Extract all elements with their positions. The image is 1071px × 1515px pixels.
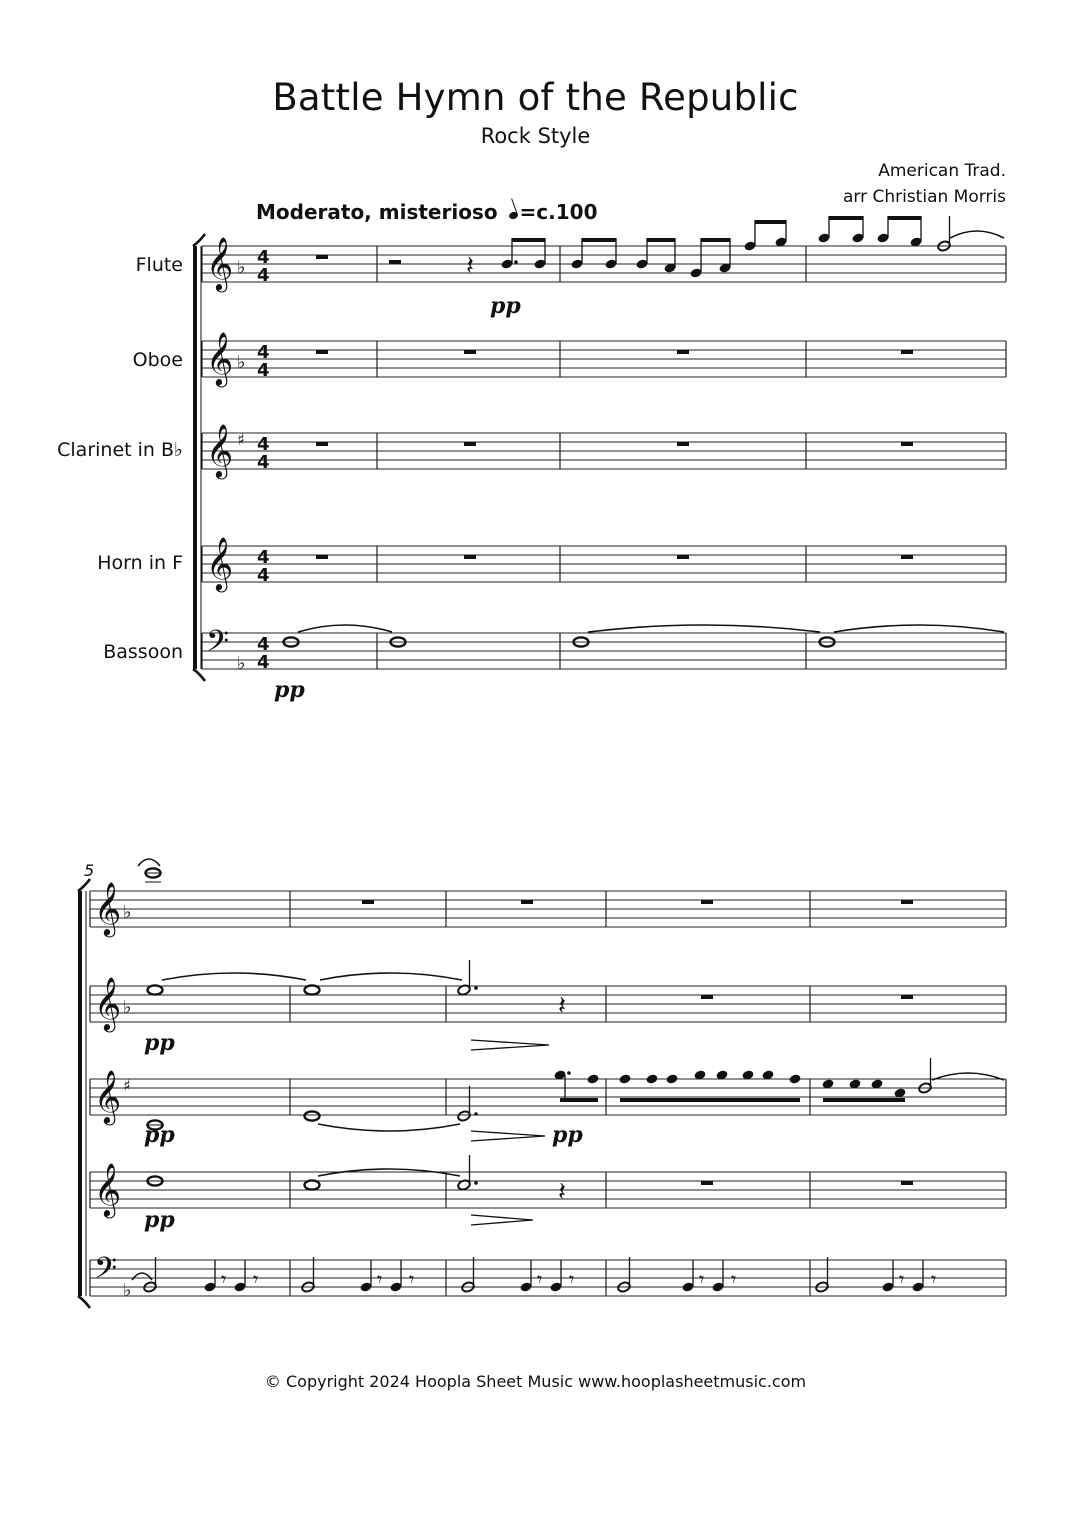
whole-rest-icon bbox=[677, 442, 689, 446]
whole-rest-icon bbox=[464, 442, 476, 446]
flat-icon: ♭ bbox=[237, 257, 246, 278]
whole-note bbox=[305, 1111, 320, 1120]
augmentation-dot bbox=[474, 1181, 478, 1185]
dynamic-pp: pp bbox=[144, 1122, 175, 1148]
eighth-rest-icon: 𝄾 bbox=[537, 1267, 543, 1291]
arranger-credit: arr Christian Morris bbox=[842, 187, 1006, 207]
decrescendo-hairpin bbox=[471, 1215, 533, 1225]
tie bbox=[320, 973, 462, 980]
dynamic-pp: pp bbox=[552, 1122, 583, 1148]
note-head bbox=[618, 1073, 631, 1084]
augmentation-dot bbox=[514, 260, 518, 264]
time-signature-top: 4 bbox=[257, 547, 270, 568]
whole-rest-icon bbox=[464, 350, 476, 354]
whole-rest-icon bbox=[701, 900, 713, 904]
note-head bbox=[665, 1073, 678, 1084]
eighth-rest-icon: 𝄾 bbox=[931, 1267, 937, 1291]
flat-icon: ♭ bbox=[237, 653, 246, 674]
treble-clef-icon: 𝄞 bbox=[206, 236, 234, 290]
whole-rest-icon bbox=[521, 900, 533, 904]
flat-icon: ♭ bbox=[237, 352, 246, 373]
measure-number: 5 bbox=[84, 861, 95, 880]
score-subtitle: Rock Style bbox=[480, 124, 591, 148]
tie bbox=[132, 1273, 152, 1280]
tie bbox=[318, 1124, 460, 1131]
tempo-text: Moderato, misterioso bbox=[256, 200, 498, 224]
eighth-rest-icon: 𝄾 bbox=[569, 1267, 575, 1291]
quarter-rest-icon: 𝄽 bbox=[558, 1177, 566, 1207]
instrument-label-oboe: Oboe bbox=[132, 349, 183, 371]
bracket-top bbox=[193, 234, 205, 246]
eighth-rest-icon: 𝄾 bbox=[731, 1267, 737, 1291]
bass-clef-icon: 𝄢 bbox=[206, 625, 230, 666]
score-title: Battle Hymn of the Republic bbox=[272, 76, 799, 119]
whole-rest-icon bbox=[464, 555, 476, 559]
tempo-value: =c.100 bbox=[519, 200, 598, 224]
whole-rest-icon bbox=[677, 555, 689, 559]
treble-clef-icon: 𝄞 bbox=[206, 423, 234, 477]
time-signature-top: 4 bbox=[257, 247, 270, 268]
time-signature-top: 4 bbox=[257, 342, 270, 363]
eighth-rest-icon: 𝄾 bbox=[899, 1267, 905, 1291]
quarter-rest-icon: 𝄽 bbox=[558, 991, 566, 1021]
treble-clef-icon: 𝄞 bbox=[94, 976, 122, 1030]
system-bracket bbox=[78, 891, 82, 1296]
instrument-label-flute: Flute bbox=[135, 254, 183, 276]
whole-rest-icon bbox=[316, 255, 328, 259]
composer-credit: American Trad. bbox=[878, 161, 1006, 181]
whole-rest-icon bbox=[316, 350, 328, 354]
flat-icon: ♭ bbox=[123, 902, 132, 923]
system-bracket bbox=[193, 246, 197, 669]
note-head bbox=[788, 1073, 801, 1084]
copyright-footer: © Copyright 2024 Hoopla Sheet Music www.hooplasheetmusic.com bbox=[264, 1372, 807, 1391]
dynamic-pp: pp bbox=[490, 293, 521, 319]
tie bbox=[162, 973, 306, 980]
tie bbox=[950, 231, 1004, 238]
sharp-icon: ♯ bbox=[237, 430, 245, 449]
bracket-bottom bbox=[193, 669, 205, 681]
time-signature-bottom: 4 bbox=[257, 360, 270, 381]
whole-rest-icon bbox=[901, 1181, 913, 1185]
bracket-top bbox=[78, 879, 90, 891]
bracket-bottom bbox=[78, 1296, 90, 1308]
treble-clef-icon: 𝄞 bbox=[206, 331, 234, 385]
whole-rest-icon bbox=[316, 442, 328, 446]
time-signature-top: 4 bbox=[257, 434, 270, 455]
whole-rest-icon bbox=[901, 995, 913, 999]
decrescendo-hairpin bbox=[471, 1131, 545, 1141]
whole-note bbox=[305, 1180, 320, 1189]
dynamic-pp: pp bbox=[144, 1030, 175, 1056]
eighth-rest-icon: 𝄾 bbox=[699, 1267, 705, 1291]
tie bbox=[298, 625, 392, 632]
tie bbox=[834, 625, 1004, 632]
whole-rest-icon bbox=[362, 900, 374, 904]
tie bbox=[138, 859, 160, 866]
eighth-rest-icon: 𝄾 bbox=[253, 1267, 259, 1291]
whole-rest-icon bbox=[901, 900, 913, 904]
treble-clef-icon: 𝄞 bbox=[94, 881, 122, 935]
whole-rest-icon bbox=[901, 442, 913, 446]
flat-icon: ♭ bbox=[123, 997, 132, 1018]
whole-note bbox=[148, 985, 163, 994]
whole-rest-icon bbox=[677, 350, 689, 354]
whole-rest-icon bbox=[901, 555, 913, 559]
augmentation-dot bbox=[567, 1071, 571, 1075]
treble-clef-icon: 𝄞 bbox=[206, 536, 234, 590]
time-signature-bottom: 4 bbox=[257, 265, 270, 286]
whole-rest-icon bbox=[701, 1181, 713, 1185]
half-rest-icon bbox=[389, 260, 401, 264]
instrument-label-horn: Horn in F bbox=[97, 552, 183, 574]
treble-clef-icon: 𝄞 bbox=[94, 1069, 122, 1123]
eighth-rest-icon: 𝄾 bbox=[377, 1267, 383, 1291]
eighth-rest-icon: 𝄾 bbox=[221, 1267, 227, 1291]
eighth-rest-icon: 𝄾 bbox=[409, 1267, 415, 1291]
note-head bbox=[586, 1073, 599, 1084]
time-signature-bottom: 4 bbox=[257, 565, 270, 586]
whole-rest-icon bbox=[316, 555, 328, 559]
sharp-icon: ♯ bbox=[123, 1076, 131, 1095]
treble-clef-icon: 𝄞 bbox=[94, 1162, 122, 1216]
time-signature-top: 4 bbox=[257, 634, 270, 655]
whole-note bbox=[305, 985, 320, 994]
quarter-rest-icon: 𝄽 bbox=[466, 251, 474, 281]
whole-rest-icon bbox=[901, 350, 913, 354]
bass-clef-icon: 𝄢 bbox=[94, 1252, 118, 1293]
decrescendo-hairpin bbox=[471, 1040, 549, 1050]
note-head bbox=[645, 1073, 658, 1084]
instrument-label-bassoon: Bassoon bbox=[103, 641, 183, 663]
time-signature-bottom: 4 bbox=[257, 652, 270, 673]
dynamic-pp: pp bbox=[144, 1207, 175, 1233]
system-2 bbox=[78, 859, 1006, 1308]
augmentation-dot bbox=[474, 986, 478, 990]
instrument-label-clarinet: Clarinet in B♭ bbox=[57, 439, 183, 461]
time-signature-bottom: 4 bbox=[257, 452, 270, 473]
flat-icon: ♭ bbox=[123, 1280, 132, 1301]
augmentation-dot bbox=[474, 1112, 478, 1116]
whole-rest-icon bbox=[701, 995, 713, 999]
dynamic-pp: pp bbox=[274, 677, 305, 703]
tie bbox=[588, 625, 820, 632]
system-1 bbox=[193, 216, 1006, 703]
